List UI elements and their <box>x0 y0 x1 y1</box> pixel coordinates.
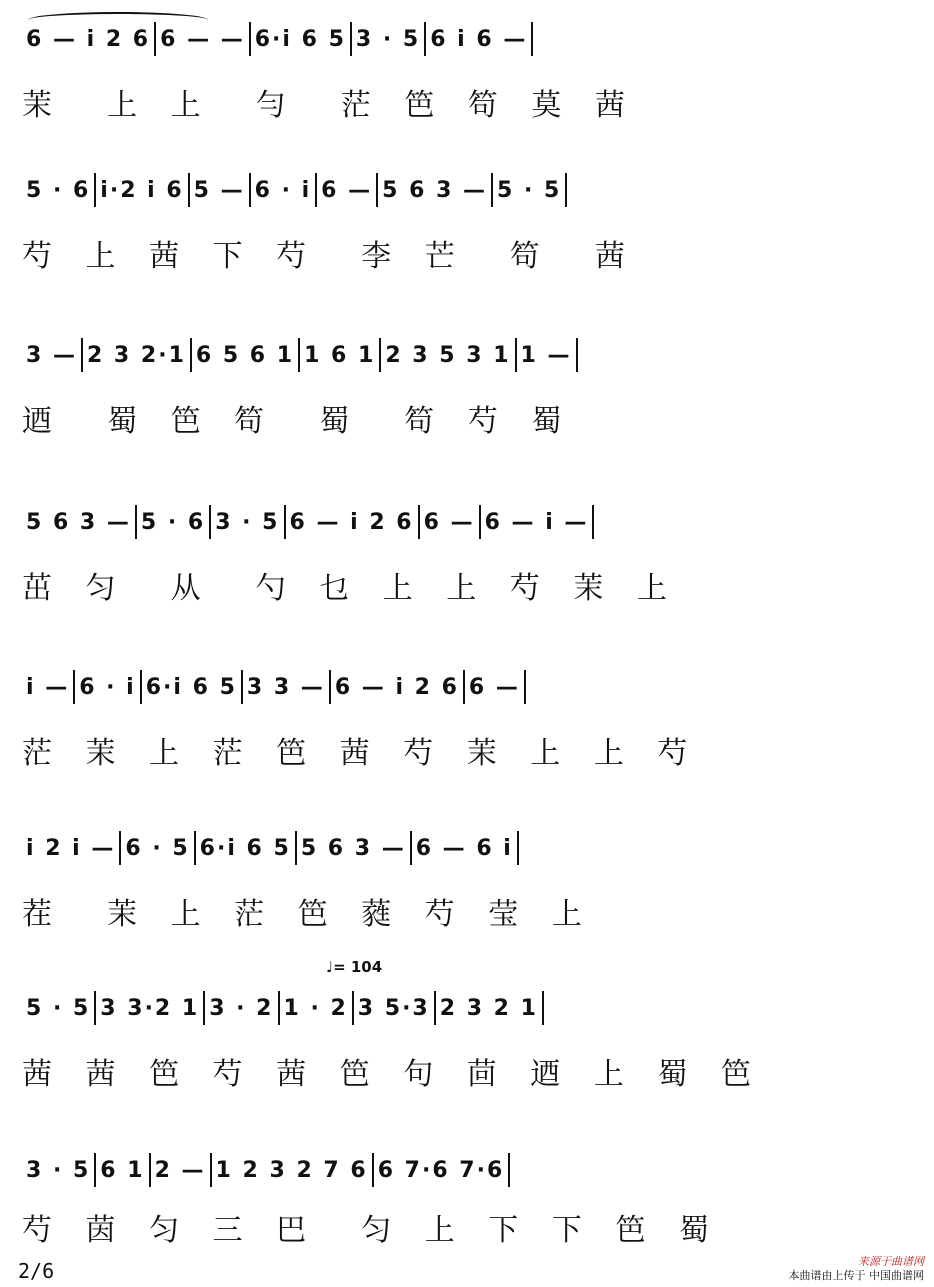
barline <box>73 670 75 704</box>
barline <box>249 173 251 207</box>
measure: 5 6 3 — <box>382 177 488 203</box>
barline <box>295 831 297 865</box>
barline <box>329 670 331 704</box>
tablature-line: 茫 茉 上 茫 笆 茜 芍 茉 上 上 芍 <box>22 736 700 771</box>
barline <box>542 991 544 1025</box>
barline <box>94 173 96 207</box>
notation-line <box>26 22 537 56</box>
barline <box>188 173 190 207</box>
measure: 6·i 6 5 <box>145 674 237 700</box>
measure: 6 — i — <box>484 509 589 535</box>
measure: 3 · 5 <box>355 26 421 52</box>
page-number: 2/6 <box>18 1259 55 1283</box>
barline <box>210 1153 212 1187</box>
measure: 3 · 2 <box>209 995 274 1021</box>
measure: 6 1 <box>100 1157 145 1183</box>
measure: 6 · 5 <box>125 835 190 861</box>
notation-line <box>26 670 530 704</box>
measure: 5 — <box>193 177 245 203</box>
barline <box>94 1153 96 1187</box>
barline <box>278 991 280 1025</box>
tablature-line: 茉 上 上 勻 茫 笆 笱 莫 茜 <box>22 88 637 123</box>
barline <box>434 991 436 1025</box>
barline <box>298 338 300 372</box>
barline <box>479 505 481 539</box>
measure: 1 — <box>520 342 572 368</box>
measure: 3 · 5 <box>26 1157 91 1183</box>
barline <box>119 831 121 865</box>
measure: 1 · 2 <box>283 995 348 1021</box>
measure: 3 3·2 1 <box>100 995 200 1021</box>
measure: 6 — — <box>160 26 245 52</box>
barline <box>315 173 317 207</box>
measure: 2 3 5 3 1 <box>385 342 511 368</box>
notation-line <box>26 173 571 207</box>
measure: 5 · 6 <box>140 509 206 535</box>
measure: 5 6 3 — <box>26 509 131 535</box>
barline <box>81 338 83 372</box>
measure: 3 · 5 <box>215 509 280 535</box>
barline <box>190 338 192 372</box>
notation-line <box>26 991 548 1025</box>
measure: 6 — i 2 6 <box>289 509 414 535</box>
barline <box>379 338 381 372</box>
barline <box>515 338 517 372</box>
barline <box>149 1153 151 1187</box>
barline <box>135 505 137 539</box>
measure: 5 · 5 <box>497 177 562 203</box>
measure: 6 i 6 — <box>430 26 528 52</box>
measure: 5 6 3 — <box>300 835 406 861</box>
barline <box>410 831 412 865</box>
notation-line <box>26 505 598 539</box>
measure: 6 · i <box>254 177 312 203</box>
measure: 6 · i <box>79 674 136 700</box>
measure: 6 — 6 i <box>415 835 513 861</box>
barline <box>418 505 420 539</box>
tempo-marking: ♩= 104 <box>326 958 383 976</box>
barline <box>194 831 196 865</box>
measure: i·2 i 6 <box>100 177 184 203</box>
barline <box>491 173 493 207</box>
credit-text: 本曲谱由上传于 中国曲谱网 <box>788 1269 924 1282</box>
barline <box>209 505 211 539</box>
barline <box>576 338 578 372</box>
measure: 6·i 6 5 <box>199 835 291 861</box>
measure: 1 6 1 <box>304 342 376 368</box>
measure: 6 — <box>423 509 475 535</box>
barline <box>372 1153 374 1187</box>
measure: 5 · 6 <box>26 177 91 203</box>
watermark-text: 来源于曲谱网 <box>858 1255 924 1268</box>
barline <box>592 505 594 539</box>
tablature-line: 芍 上 茜 下 芍 李 芒 笱 茜 <box>22 239 637 274</box>
measure: i — <box>26 674 70 700</box>
measure: 6 7·6 7·6 <box>377 1157 505 1183</box>
barline <box>508 1153 510 1187</box>
barline <box>352 991 354 1025</box>
tablature-line: 茬 茉 上 茫 笆 蕤 芍 莹 上 <box>22 897 594 932</box>
measure: 6 5 6 1 <box>195 342 295 368</box>
measure: 6 — <box>321 177 373 203</box>
measure: 5 · 5 <box>26 995 91 1021</box>
measure: 6 — i 2 6 <box>26 26 151 52</box>
barline <box>565 173 567 207</box>
measure: 2 3 2·1 <box>86 342 186 368</box>
notation-line <box>26 831 523 865</box>
measure: 6 — <box>468 674 520 700</box>
barline <box>424 22 426 56</box>
tablature-line: 茁 匀 从 勺 乜 上 上 芍 茉 上 <box>22 571 679 606</box>
barline <box>203 991 205 1025</box>
barline <box>350 22 352 56</box>
notation-line <box>26 1153 514 1187</box>
barline <box>531 22 533 56</box>
tablature-line: 茜 茜 笆 芍 茜 笆 句 茴 迺 上 蜀 笆 <box>22 1057 763 1092</box>
measure: 3 5·3 <box>357 995 430 1021</box>
measure: 6·i 6 5 <box>254 26 346 52</box>
barline <box>284 505 286 539</box>
barline <box>140 670 142 704</box>
notation-line <box>26 338 582 372</box>
barline <box>524 670 526 704</box>
barline <box>249 22 251 56</box>
barline <box>94 991 96 1025</box>
measure: 3 — <box>26 342 77 368</box>
barline <box>376 173 378 207</box>
measure: 6 — i 2 6 <box>334 674 459 700</box>
barline <box>241 670 243 704</box>
tablature-line: 芍 茵 匀 三 巴 匀 上 下 下 笆 蜀 <box>22 1213 721 1248</box>
footer <box>789 1255 925 1283</box>
tablature-line: 迺 蜀 笆 笱 蜀 笱 芍 蜀 <box>22 404 574 439</box>
measure: i 2 i — <box>26 835 116 861</box>
measure: 1 2 3 2 7 6 <box>215 1157 368 1183</box>
barline <box>517 831 519 865</box>
barline <box>463 670 465 704</box>
measure: 3 3 — <box>246 674 325 700</box>
measure: 2 3 2 1 <box>439 995 538 1021</box>
barline <box>154 22 156 56</box>
measure: 2 — <box>154 1157 206 1183</box>
